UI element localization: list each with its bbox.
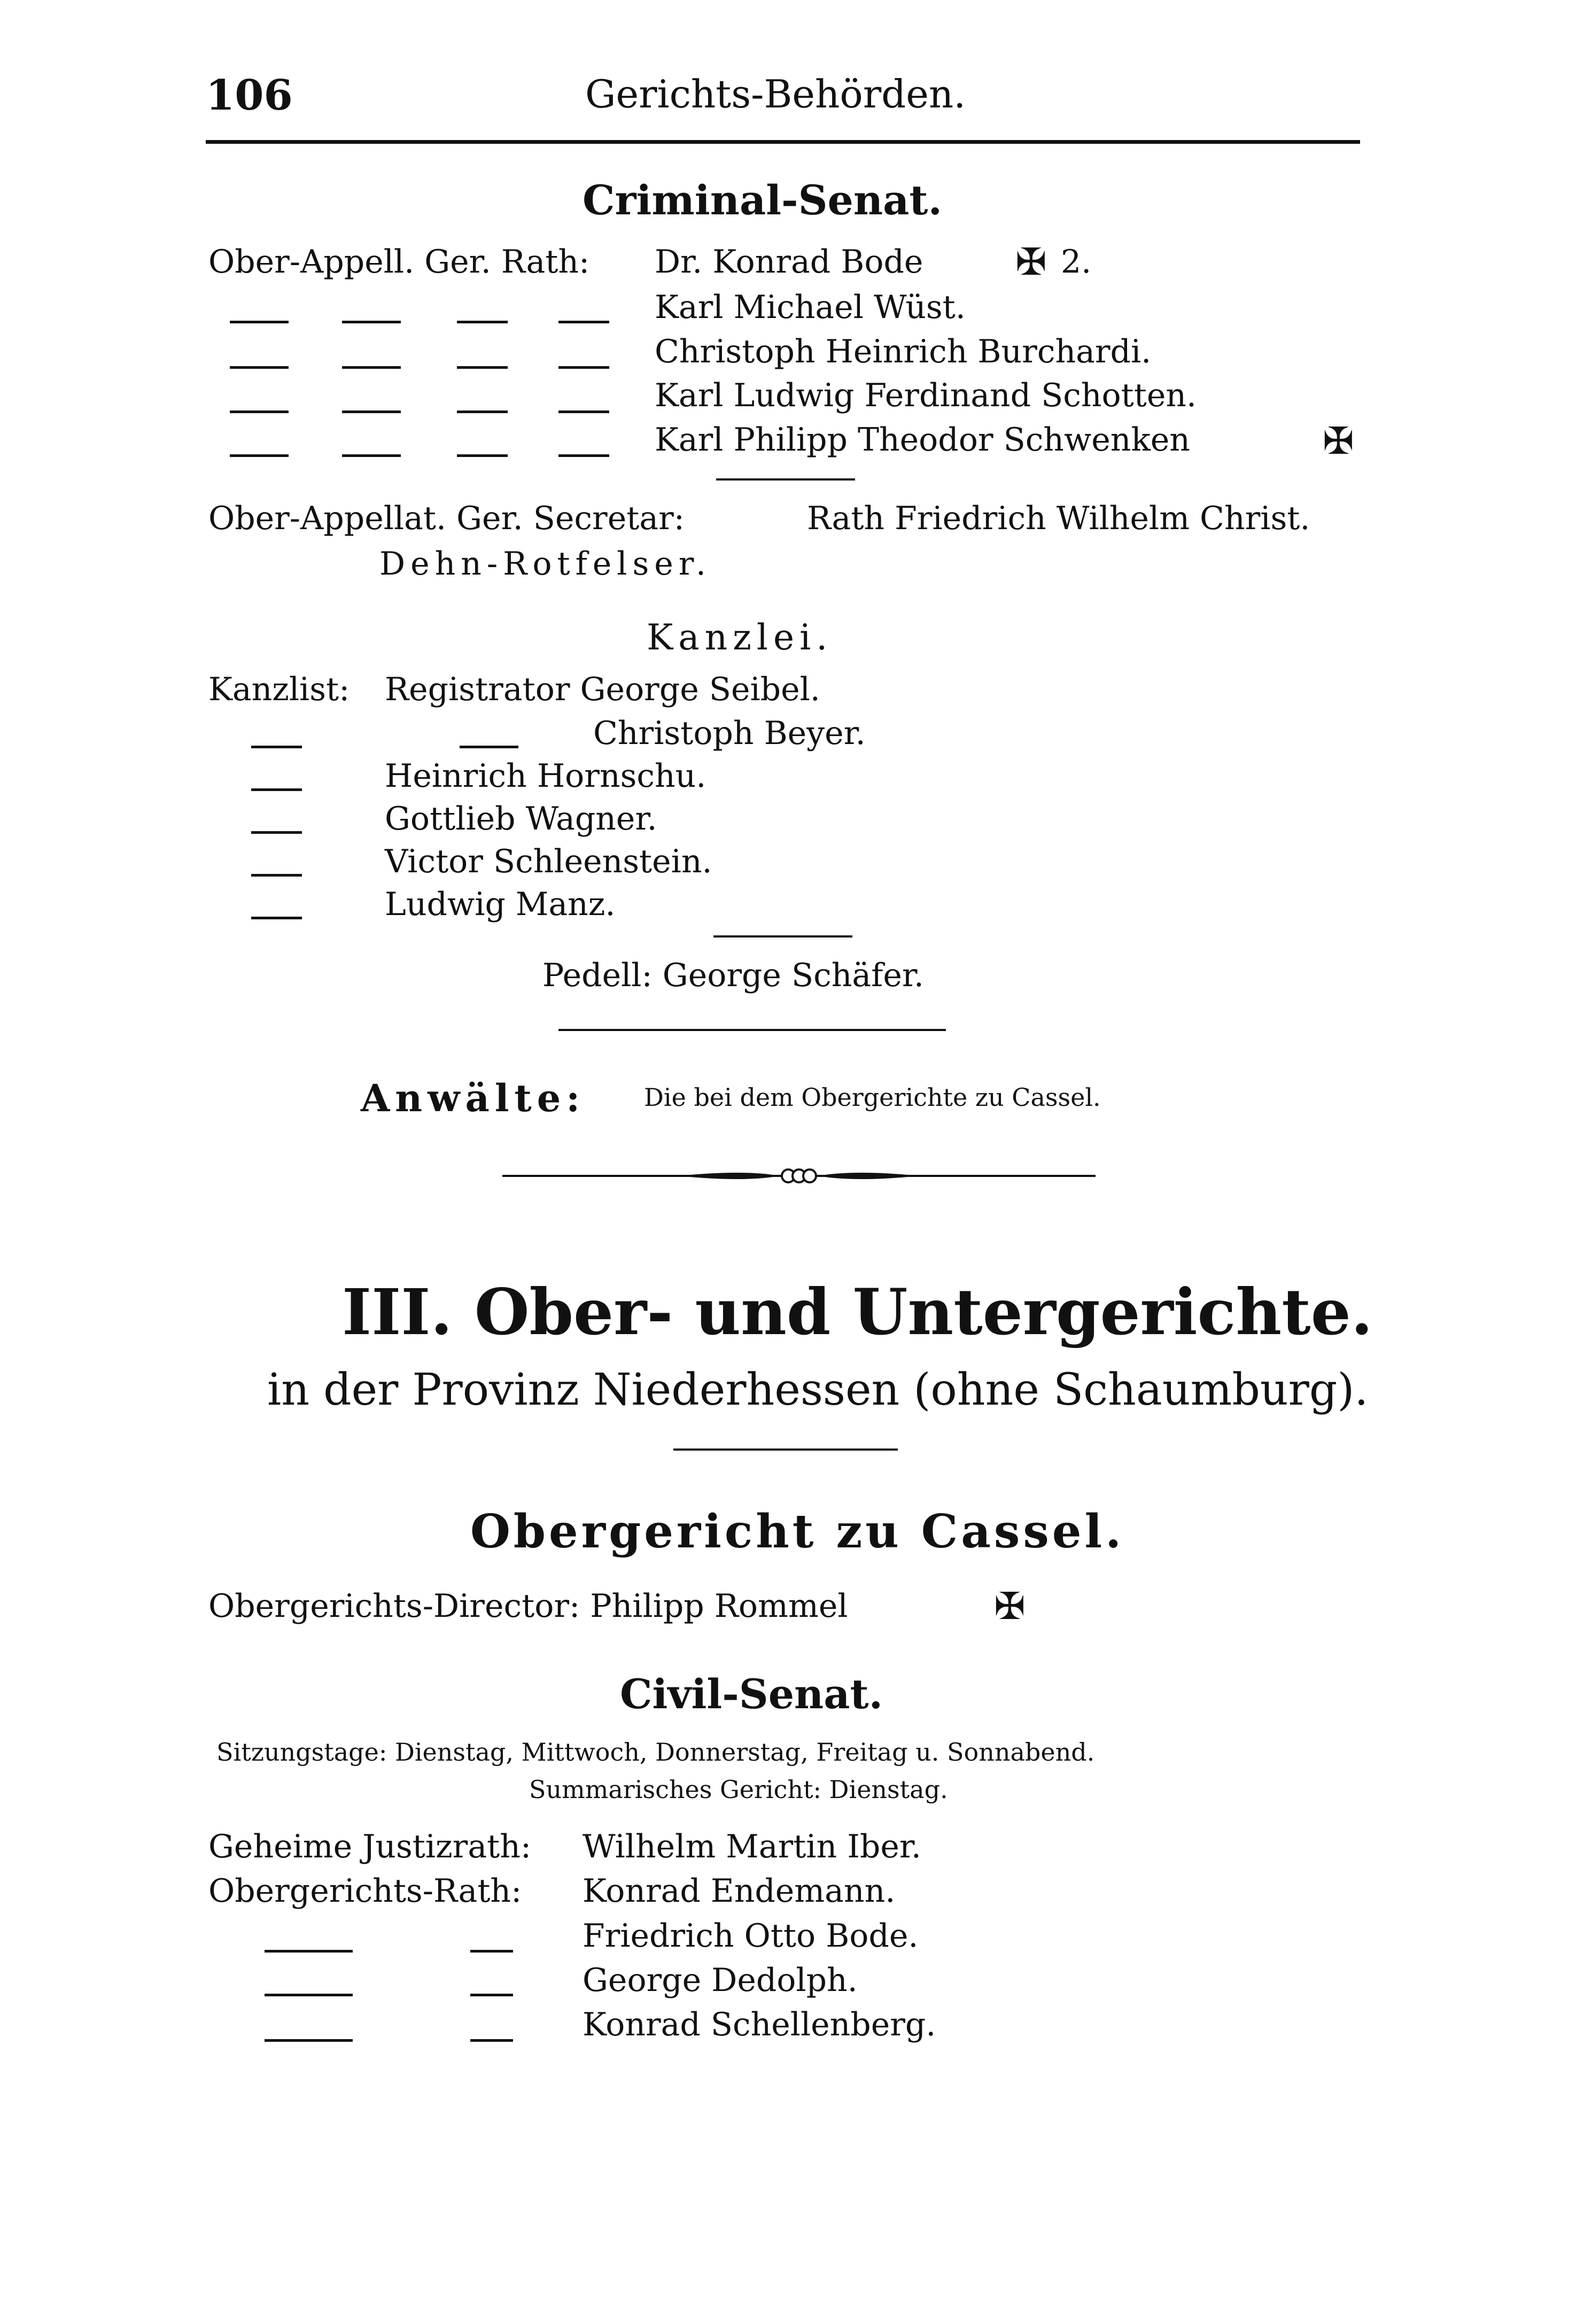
kanzlei-heading: Kanzlei.: [647, 617, 833, 658]
kanzlei-entry: Ludwig Manz.: [385, 886, 616, 923]
ditto-dash: [558, 454, 609, 457]
ditto-dash: [470, 1950, 513, 1953]
ditto-dash: [342, 410, 401, 413]
criminal-member: Christoph Heinrich Burchardi.: [655, 333, 1152, 370]
criminal-role-label: Ober-Appell. Ger. Rath:: [208, 243, 590, 281]
kanzlist-label: Kanzlist:: [208, 671, 350, 708]
ditto-dash: [457, 410, 508, 413]
secretary-role: Ober-Appellat. Ger. Secretar:: [208, 500, 685, 537]
section-rule: [713, 935, 852, 938]
kanzlei-entry: Registrator George Seibel.: [385, 671, 820, 708]
criminal-senat-heading: Criminal-Senat.: [583, 176, 942, 224]
secretary-second-name: Dehn-Rotfelser.: [379, 545, 711, 583]
ditto-dash: [470, 1994, 513, 1996]
ditto-dash: [230, 410, 289, 413]
ditto-dash: [265, 2039, 353, 2042]
ditto-dash: [558, 410, 609, 413]
ditto-dash: [457, 366, 508, 369]
ditto-dash: [265, 1950, 353, 1953]
rath-name: Friedrich Otto Bode.: [583, 1917, 919, 1955]
ditto-dash: [230, 454, 289, 457]
ditto-dash: [251, 917, 302, 919]
ditto-dash: [230, 366, 289, 369]
anwaelte-text: Die bei dem Obergerichte zu Cassel.: [644, 1083, 1101, 1112]
order-cross-icon: ✠: [994, 1584, 1026, 1628]
section-rule: [558, 1029, 946, 1031]
order-cross-icon: ✠: [1015, 240, 1047, 284]
kanzlei-entry: Christoph Beyer.: [593, 715, 866, 752]
director-line: Obergerichts-Director: Philipp Rommel: [208, 1587, 848, 1625]
ditto-dash: [457, 321, 508, 323]
section-subtitle: in der Provinz Niederhessen (ohne Schaumburg).: [267, 1365, 1369, 1415]
ditto-dash: [265, 1994, 353, 1996]
order-cross-icon: ✠: [1323, 419, 1354, 463]
criminal-member: Karl Philipp Theodor Schwenken: [655, 421, 1190, 459]
ornament-divider: [502, 1165, 1096, 1187]
running-title: Gerichts-Behörden.: [585, 72, 966, 117]
geheime-label: Geheime Justizrath:: [208, 1828, 532, 1865]
pedell-line: Pedell: George Schäfer.: [542, 957, 924, 994]
ditto-dash: [230, 321, 289, 323]
secretary-name: Rath Friedrich Wilhelm Christ.: [807, 500, 1310, 537]
page-number: 106: [206, 71, 293, 120]
rath-label: Obergerichts-Rath:: [208, 1872, 522, 1910]
ditto-dash: [460, 746, 518, 748]
criminal-member: Karl Ludwig Ferdinand Schotten.: [655, 377, 1197, 414]
kanzlei-entry: Victor Schleenstein.: [385, 843, 712, 880]
criminal-member: Dr. Konrad Bode: [655, 243, 923, 281]
rath-name: Konrad Schellenberg.: [583, 2006, 936, 2043]
section-rule: [673, 1448, 898, 1451]
ditto-dash: [342, 366, 401, 369]
ditto-dash: [457, 454, 508, 457]
ditto-dash: [251, 831, 302, 834]
kanzlei-entry: Heinrich Hornschu.: [385, 757, 706, 795]
kanzlei-entry: Gottlieb Wagner.: [385, 800, 657, 838]
geheime-name: Wilhelm Martin Iber.: [583, 1828, 921, 1865]
rath-name: George Dedolph.: [583, 1962, 858, 1999]
order-class: 2.: [1061, 243, 1092, 281]
rath-name: Konrad Endemann.: [583, 1872, 896, 1910]
ditto-dash: [558, 321, 609, 323]
ditto-dash: [251, 874, 302, 877]
summary-court: Summarisches Gericht: Dienstag.: [529, 1775, 948, 1804]
obergericht-heading: Obergericht zu Cassel.: [470, 1505, 1125, 1559]
anwaelte-label: Anwälte:: [361, 1076, 586, 1120]
ditto-dash: [342, 454, 401, 457]
section-rule: [716, 478, 855, 481]
criminal-member: Karl Michael Wüst.: [655, 289, 966, 326]
civil-senat-heading: Civil-Senat.: [620, 1670, 883, 1718]
ditto-dash: [342, 321, 401, 323]
ditto-dash: [470, 2039, 513, 2042]
section-title: III. Ober- und Untergerichte.: [342, 1275, 1373, 1349]
ditto-dash: [251, 788, 302, 791]
sitting-days: Sitzungstage: Dienstag, Mittwoch, Donnerstag, Freitag u. Sonnabend.: [216, 1738, 1095, 1767]
header-rule: [206, 140, 1360, 144]
ditto-dash: [251, 746, 302, 748]
ditto-dash: [558, 366, 609, 369]
